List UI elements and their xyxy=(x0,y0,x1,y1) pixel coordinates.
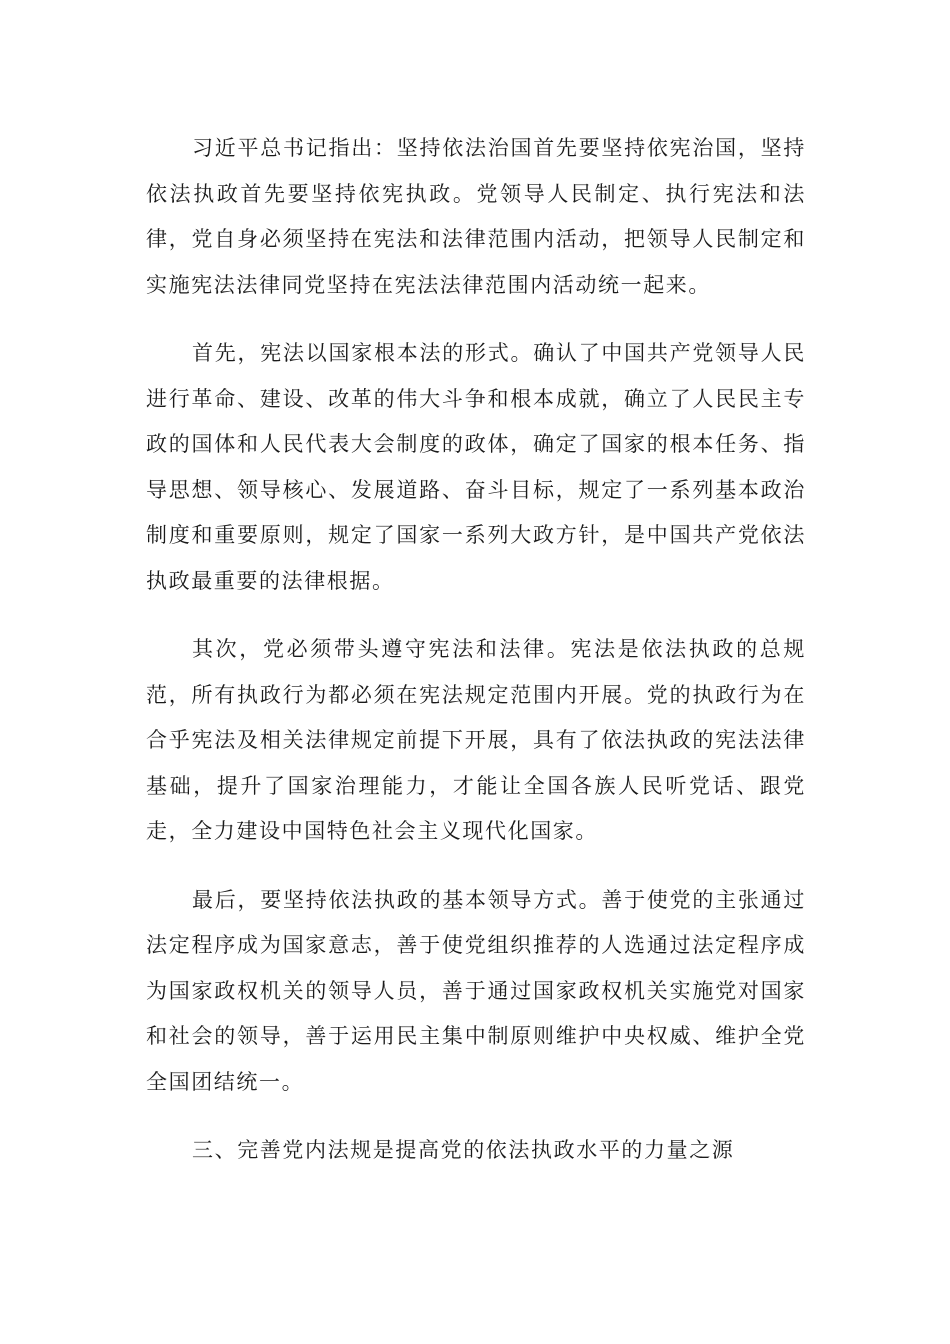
document-body xyxy=(146,126,806,1197)
section-heading: 三、完善党内法规是提高党的依法执政水平的力量之源 xyxy=(192,1138,735,1162)
paragraph-intro: 习近平总书记指出：坚持依法治国首先要坚持依宪治国，坚持依法执政首先要坚持依宪执政。党领导人民制定、执行宪法和法律，党自身必须坚持在宪法和法律范围内活动，把领导人民制定和实施宪法法律同党坚持在宪法法律范围内活动统一起来。 xyxy=(146,136,806,297)
paragraph-first: 首先，宪法以国家根本法的形式。确认了中国共产党领导人民进行革命、建设、改革的伟大斗争和根本成就，确立了人民民主专政的国体和人民代表大会制度的政体，确定了国家的根本任务、指导思想、领导核心、发展道路、奋斗目标，规定了一系列基本政治制度和重要原则，规定了国家一系列大政方针，是中国共产党依法执政最重要的法律根据。 xyxy=(146,341,806,593)
paragraph-second: 其次，党必须带头遵守宪法和法律。宪法是依法执政的总规范，所有执政行为都必须在宪法规定范围内开展。党的执政行为在合乎宪法及相关法律规定前提下开展，具有了依法执政的宪法法律基础，提升了国家治理能力，才能让全国各族人民听党话、跟党走，全力建设中国特色社会主义现代化国家。 xyxy=(146,637,806,843)
paragraph-last: 最后，要坚持依法执政的基本领导方式。善于使党的主张通过法定程序成为国家意志，善于使党组织推荐的人选通过法定程序成为国家政权机关的领导人员，善于通过国家政权机关实施党对国家和社会的领导，善于运用民主集中制原则维护中央权威、维护全党全国团结统一。 xyxy=(146,887,806,1094)
